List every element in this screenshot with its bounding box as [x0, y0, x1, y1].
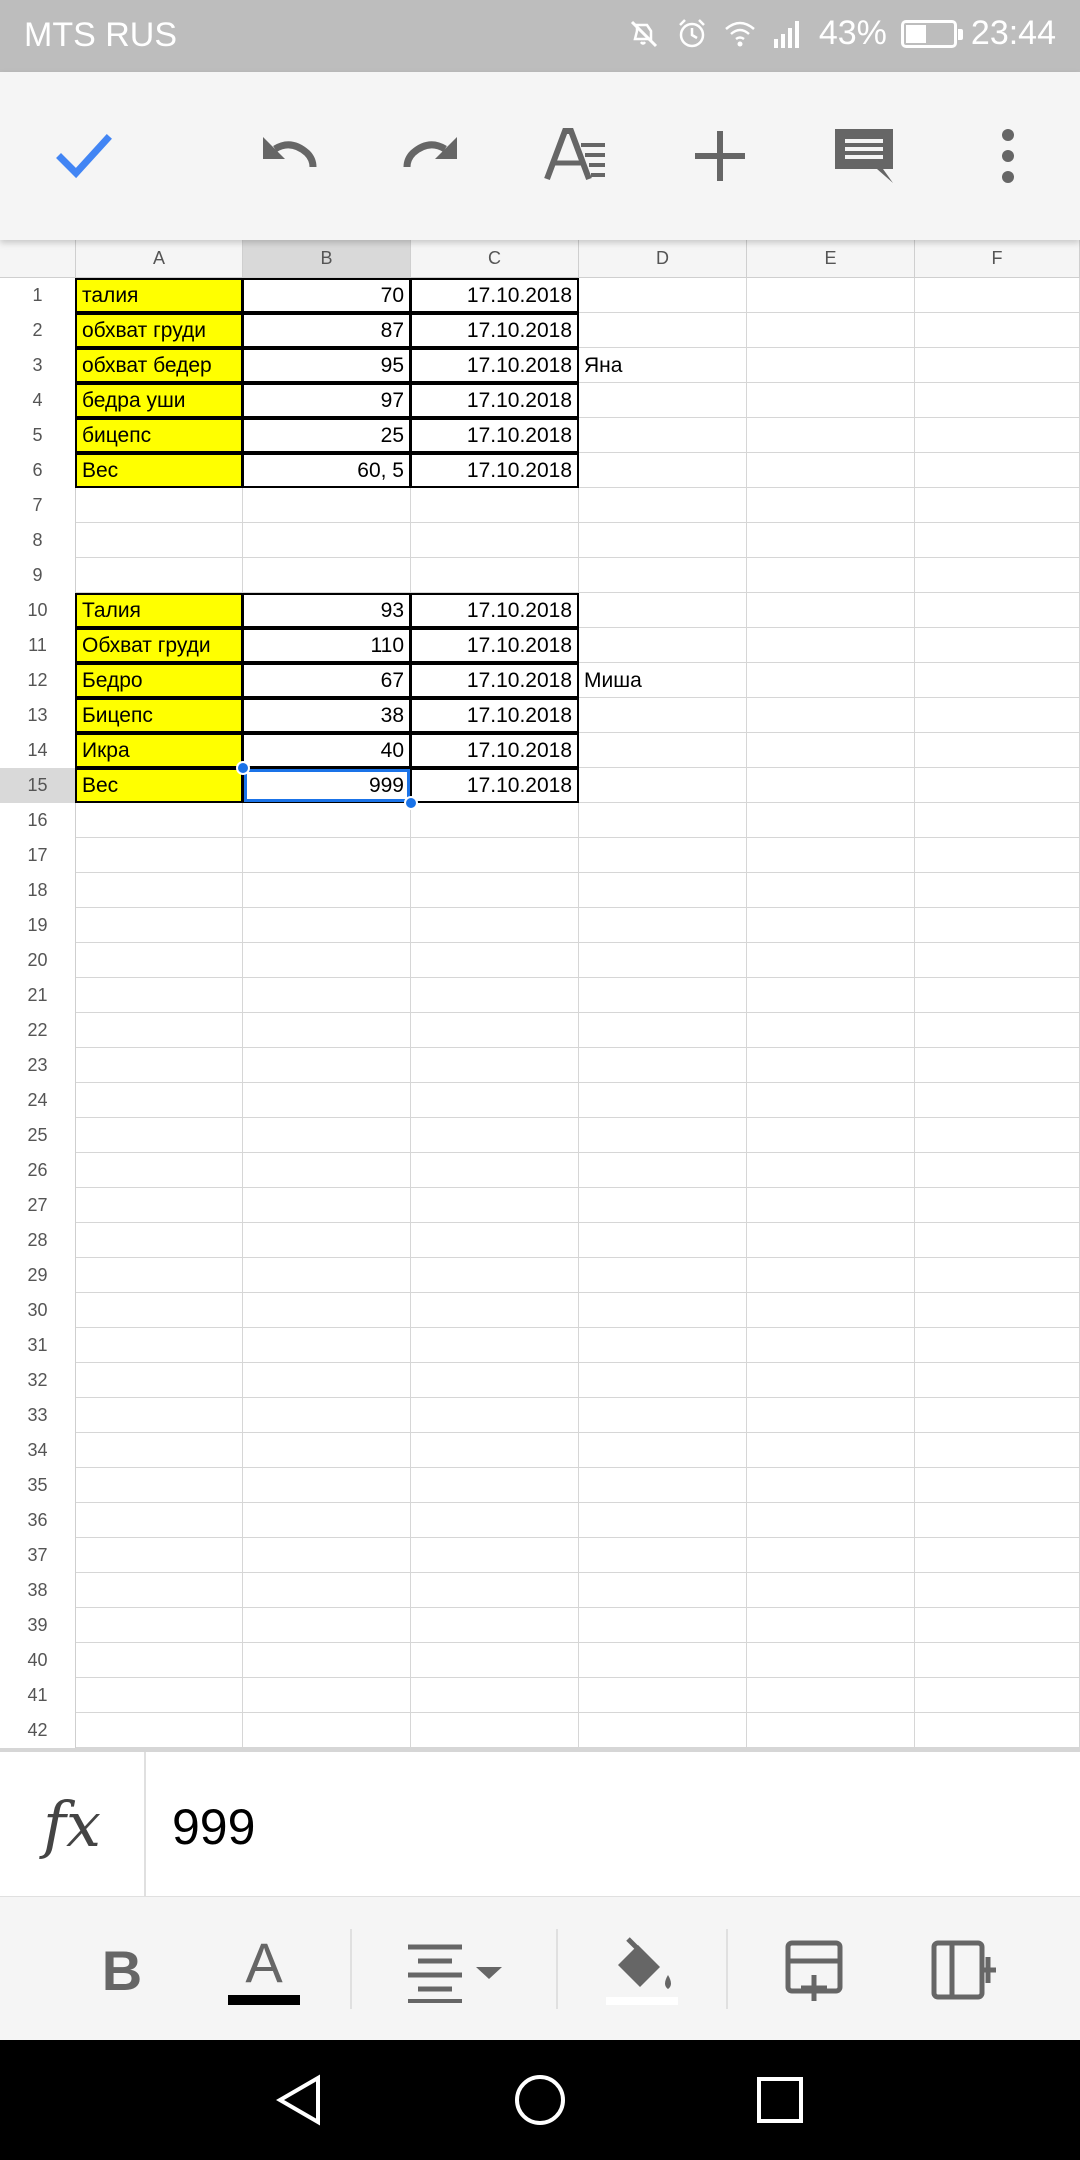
- comment-button[interactable]: [824, 116, 904, 196]
- row-header-16[interactable]: 16: [0, 803, 76, 838]
- grid-line: [76, 837, 1080, 838]
- cell-a10[interactable]: Талия: [75, 593, 243, 628]
- cell-a11[interactable]: Обхват груди: [75, 628, 243, 663]
- plus-icon: [685, 121, 755, 191]
- editor-toolbar: [0, 72, 1080, 240]
- grid-line: [76, 872, 1080, 873]
- column-header-e[interactable]: E: [747, 240, 915, 278]
- row-header-15[interactable]: 15: [0, 768, 76, 803]
- row-header-32[interactable]: 32: [0, 1363, 76, 1398]
- status-icons: [627, 14, 1056, 53]
- insert-column-button[interactable]: [928, 1925, 998, 2015]
- grid-line: [76, 557, 1080, 558]
- row-header-31[interactable]: 31: [0, 1328, 76, 1363]
- cell-a12[interactable]: Бедро: [75, 663, 243, 698]
- redo-button[interactable]: [392, 116, 472, 196]
- grid-line: [76, 1712, 1080, 1713]
- grid-line: [76, 1537, 1080, 1538]
- row-header-9[interactable]: 9: [0, 558, 76, 593]
- separator: [350, 1929, 352, 2009]
- fill-color-swatch: [606, 1997, 678, 2005]
- row-header-19[interactable]: 19: [0, 908, 76, 943]
- row-header-30[interactable]: 30: [0, 1293, 76, 1328]
- formula-input[interactable]: 999: [172, 1799, 256, 1855]
- cell-b4[interactable]: 97: [242, 383, 411, 418]
- row-header-35[interactable]: 35: [0, 1468, 76, 1503]
- carrier-name: MTS RUS: [24, 16, 177, 54]
- grid-line: [76, 1117, 1080, 1118]
- cell-a14[interactable]: Икра: [75, 733, 243, 768]
- row-header-39[interactable]: 39: [0, 1608, 76, 1643]
- column-header-b[interactable]: B: [243, 240, 411, 278]
- format-bar: [0, 1896, 1080, 2040]
- row-header-33[interactable]: 33: [0, 1398, 76, 1433]
- cell-d3[interactable]: Яна: [584, 353, 623, 377]
- cell-c4[interactable]: 17.10.2018: [410, 383, 579, 418]
- formula-bar: [0, 1748, 1080, 1896]
- grid-line: [76, 1152, 1080, 1153]
- row-header-38[interactable]: 38: [0, 1573, 76, 1608]
- row-header-12[interactable]: 12: [0, 663, 76, 698]
- text-color-swatch: [228, 1995, 300, 2005]
- cell-b2[interactable]: 87: [242, 313, 411, 348]
- row-header-24[interactable]: 24: [0, 1083, 76, 1118]
- row-header-4[interactable]: 4: [0, 383, 76, 418]
- row-header-37[interactable]: 37: [0, 1538, 76, 1573]
- grid-line: [76, 977, 1080, 978]
- row-header-28[interactable]: 28: [0, 1223, 76, 1258]
- clock: 23:44: [970, 14, 1056, 52]
- cell-a6[interactable]: Вес: [75, 453, 243, 488]
- grid-line: [76, 1642, 1080, 1643]
- row-header-21[interactable]: 21: [0, 978, 76, 1013]
- more-options-button[interactable]: [968, 116, 1048, 196]
- row-header-3[interactable]: 3: [0, 348, 76, 383]
- select-all-corner[interactable]: [0, 240, 76, 278]
- recents-icon: [752, 2072, 808, 2128]
- text-format-icon: [541, 121, 611, 191]
- cell-c12[interactable]: 17.10.2018: [410, 663, 579, 698]
- row-header-22[interactable]: 22: [0, 1013, 76, 1048]
- cell-a5[interactable]: бицепс: [75, 418, 243, 453]
- back-icon: [272, 2072, 328, 2128]
- grid-line: [76, 1257, 1080, 1258]
- cell-a1[interactable]: талия: [75, 278, 243, 313]
- grid-line: [76, 1467, 1080, 1468]
- cell-c15[interactable]: 17.10.2018: [410, 768, 579, 803]
- row-header-34[interactable]: 34: [0, 1433, 76, 1468]
- column-header-f[interactable]: F: [915, 240, 1080, 278]
- row-header-7[interactable]: 7: [0, 488, 76, 523]
- insert-row-button[interactable]: [780, 1925, 850, 2015]
- alarm-icon: [675, 17, 709, 51]
- redo-icon: [397, 121, 467, 191]
- text-color-button[interactable]: [226, 1925, 302, 2015]
- text-color-icon: A: [245, 1931, 283, 1994]
- grid-line: [76, 1607, 1080, 1608]
- row-header-17[interactable]: 17: [0, 838, 76, 873]
- grid-line: [914, 278, 915, 1748]
- cell-b10[interactable]: 93: [242, 593, 411, 628]
- spreadsheet-grid[interactable]: [0, 240, 1080, 1748]
- home-icon: [512, 2072, 568, 2128]
- recents-button[interactable]: [750, 2070, 810, 2130]
- cell-c11[interactable]: 17.10.2018: [410, 628, 579, 663]
- row-header-18[interactable]: 18: [0, 873, 76, 908]
- function-icon[interactable]: fx: [0, 1752, 146, 1896]
- cell-c6[interactable]: 17.10.2018: [410, 453, 579, 488]
- comment-icon: [829, 121, 899, 191]
- cell-b5[interactable]: 25: [242, 418, 411, 453]
- cell-a4[interactable]: бедра уши: [75, 383, 243, 418]
- selected-cell-border: [244, 769, 410, 802]
- selection-handle-end[interactable]: [404, 796, 418, 810]
- cell-a2[interactable]: обхват груди: [75, 313, 243, 348]
- row-header-11[interactable]: 11: [0, 628, 76, 663]
- battery-percent: 43%: [818, 14, 887, 52]
- cell-c5[interactable]: 17.10.2018: [410, 418, 579, 453]
- cell-b14[interactable]: 40: [242, 733, 411, 768]
- separator: [726, 1929, 728, 2009]
- grid-line: [76, 1047, 1080, 1048]
- check-icon: [49, 121, 119, 191]
- cell-c1[interactable]: 17.10.2018: [410, 278, 579, 313]
- cell-b15[interactable]: 999: [242, 768, 411, 803]
- cell-b12[interactable]: 67: [242, 663, 411, 698]
- cell-b3[interactable]: 95: [242, 348, 411, 383]
- grid-line: [76, 1677, 1080, 1678]
- grid-line: [76, 1222, 1080, 1223]
- grid-line: [76, 942, 1080, 943]
- more-vert-icon: [973, 121, 1043, 191]
- insert-button[interactable]: [680, 116, 760, 196]
- grid-line: [76, 1572, 1080, 1573]
- grid-line: [242, 278, 243, 1748]
- bold-icon: B: [101, 1938, 143, 2002]
- cell-a13[interactable]: Бицепс: [75, 698, 243, 733]
- grid-line: [410, 278, 411, 1748]
- fill-color-button[interactable]: [604, 1925, 680, 2015]
- grid-line: [76, 1432, 1080, 1433]
- row-header-41[interactable]: 41: [0, 1678, 76, 1713]
- column-header-a[interactable]: A: [76, 240, 243, 278]
- row-header-40[interactable]: 40: [0, 1643, 76, 1678]
- cell-c14[interactable]: 17.10.2018: [410, 733, 579, 768]
- done-button[interactable]: [44, 116, 124, 196]
- wifi-icon: [723, 17, 757, 51]
- row-header-8[interactable]: 8: [0, 523, 76, 558]
- fill-color-icon: [604, 1935, 680, 1995]
- grid-line: [76, 522, 1080, 523]
- cell-c3[interactable]: 17.10.2018: [410, 348, 579, 383]
- grid-line: [76, 1082, 1080, 1083]
- row-header-13[interactable]: 13: [0, 698, 76, 733]
- bold-button[interactable]: [92, 1925, 152, 2015]
- row-header-10[interactable]: 10: [0, 593, 76, 628]
- align-icon: [404, 1935, 508, 2005]
- grid-line: [76, 1397, 1080, 1398]
- cell-b6[interactable]: 60, 5: [242, 453, 411, 488]
- home-button[interactable]: [510, 2070, 570, 2130]
- grid-line: [746, 278, 747, 1748]
- grid-line: [578, 278, 579, 1748]
- cell-b1[interactable]: 70: [242, 278, 411, 313]
- grid-line: [76, 1187, 1080, 1188]
- row-header-14[interactable]: 14: [0, 733, 76, 768]
- cell-c10[interactable]: 17.10.2018: [410, 593, 579, 628]
- grid-line: [76, 1362, 1080, 1363]
- row-header-29[interactable]: 29: [0, 1258, 76, 1293]
- row-header-36[interactable]: 36: [0, 1503, 76, 1538]
- cell-b11[interactable]: 110: [242, 628, 411, 663]
- cell-c2[interactable]: 17.10.2018: [410, 313, 579, 348]
- grid-line: [76, 1292, 1080, 1293]
- undo-button[interactable]: [248, 116, 328, 196]
- grid-line: [76, 1012, 1080, 1013]
- cell-b13[interactable]: 38: [242, 698, 411, 733]
- grid-line: [76, 1502, 1080, 1503]
- selection-handle-start[interactable]: [236, 761, 250, 775]
- column-header-d[interactable]: D: [579, 240, 747, 278]
- text-format-button[interactable]: [536, 116, 616, 196]
- separator: [556, 1929, 558, 2009]
- mute-icon: [627, 17, 661, 51]
- align-button[interactable]: [404, 1925, 508, 2015]
- cell-c13[interactable]: 17.10.2018: [410, 698, 579, 733]
- battery-level: [906, 25, 926, 43]
- row-header-25[interactable]: 25: [0, 1118, 76, 1153]
- back-button[interactable]: [270, 2070, 330, 2130]
- system-nav-bar: [0, 2040, 1080, 2160]
- cell-a3[interactable]: обхват бедер: [75, 348, 243, 383]
- row-header-6[interactable]: 6: [0, 453, 76, 488]
- row-header-27[interactable]: 27: [0, 1188, 76, 1223]
- grid-line: [76, 1327, 1080, 1328]
- insert-row-icon: [780, 1935, 850, 2005]
- row-header-20[interactable]: 20: [0, 943, 76, 978]
- row-header-2[interactable]: 2: [0, 313, 76, 348]
- grid-line: [76, 907, 1080, 908]
- row-header-1[interactable]: 1: [0, 278, 76, 313]
- row-header-42[interactable]: 42: [0, 1713, 76, 1748]
- undo-icon: [253, 121, 323, 191]
- row-header-23[interactable]: 23: [0, 1048, 76, 1083]
- cell-a15[interactable]: Вес: [75, 768, 243, 803]
- insert-column-icon: [928, 1935, 998, 2005]
- cell-d12[interactable]: Миша: [584, 668, 642, 692]
- status-bar: [0, 0, 1080, 72]
- column-header-c[interactable]: C: [411, 240, 579, 278]
- row-header-5[interactable]: 5: [0, 418, 76, 453]
- row-header-26[interactable]: 26: [0, 1153, 76, 1188]
- battery-icon: [901, 20, 957, 48]
- signal-icon: [771, 17, 805, 51]
